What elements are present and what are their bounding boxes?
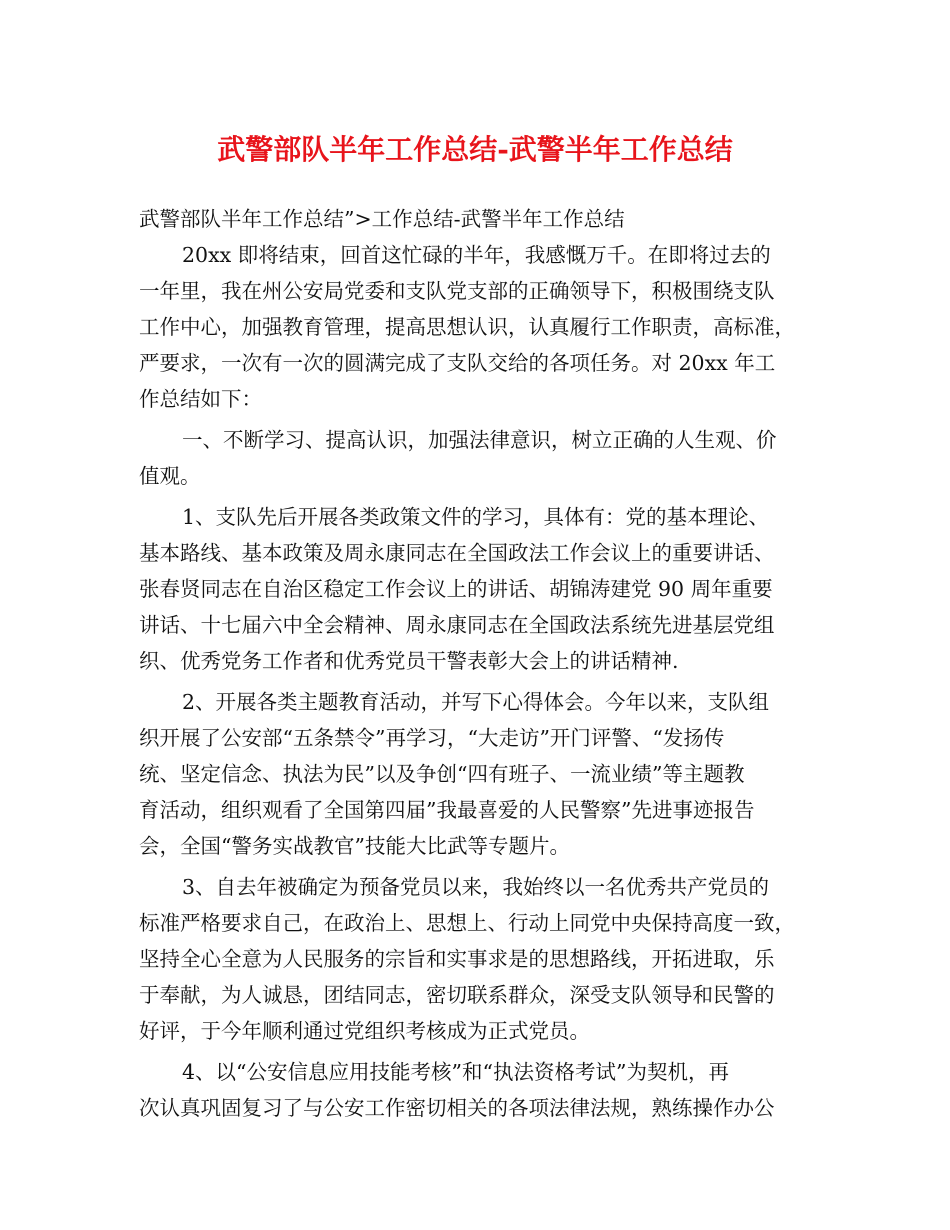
text-line: 4、以“公安信息应用技能考核”和“执法资格考试”为契机，再 (182, 1060, 729, 1084)
text-line: 工作中心，加强教育管理，提高思想认识，认真履行工作职责，高标准， (139, 315, 795, 339)
text-line: 坚持全心全意为人民服务的宗旨和实事求是的思想路线，开拓进取，乐 (139, 947, 775, 971)
text-line: 织开展了公安部“五条禁令”再学习，“大走访”开门评警、“发扬传 (139, 726, 725, 750)
text-line: 值观。 (139, 464, 201, 488)
text-line: 好评，于今年顺利通过党组织考核成为正式党员。 (139, 1019, 590, 1043)
text-line: 武警部队半年工作总结”>工作总结-武警半年工作总结 (139, 207, 625, 231)
text-line: 基本路线、基本政策及周永康同志在全国政法工作会议上的重要讲话、 (139, 541, 775, 565)
text-line: 3、自去年被确定为预备党员以来，我始终以一名优秀共产党员的 (182, 875, 770, 899)
text-line: 严要求，一次有一次的圆满完成了支队交给的各项任务。对 20xx 年工 (139, 351, 776, 375)
text-line: 讲话、十七届六中全会精神、周永康同志在全国政法系统先进基层党组 (139, 613, 775, 637)
text-line: 会，全国“警务实战教官”技能大比武等专题片。 (139, 834, 570, 858)
text-line: 育活动，组织观看了全国第四届”我最喜爱的人民警察”先进事迹报告 (139, 798, 755, 822)
text-line: 于奉献，为人诚恳，团结同志，密切联系群众，深受支队领导和民警的 (139, 983, 775, 1007)
document-title: 武警部队半年工作总结-武警半年工作总结 (217, 133, 733, 166)
text-line: 1、支队先后开展各类政策文件的学习，具体有：党的基本理论、 (182, 505, 770, 529)
text-line: 统、坚定信念、执法为民”以及争创“四有班子、一流业绩”等主题教 (139, 762, 745, 786)
text-line: 织、优秀党务工作者和优秀党员干警表彰大会上的讲话精神. (139, 649, 679, 673)
text-line: 作总结如下： (139, 387, 262, 411)
text-line: 20xx 即将结束，回首这忙碌的半年，我感慨万千。在即将过去的 (182, 243, 771, 267)
document-body (139, 201, 829, 1126)
text-line: 张春贤同志在自治区稳定工作会议上的讲话、胡锦涛建党 90 周年重要 (139, 577, 773, 601)
text-line: 一年里，我在州公安局党委和支队党支部的正确领导下，积极围绕支队 (139, 279, 775, 303)
text-line: 标准严格要求自己，在政治上、思想上、行动上同党中央保持高度一致， (139, 911, 795, 935)
text-line: 次认真巩固复习了与公安工作密切相关的各项法律法规，熟练操作办公 (139, 1096, 775, 1120)
text-line: 一、不断学习、提高认识，加强法律意识，树立正确的人生观、价 (182, 428, 777, 452)
text-line: 2、开展各类主题教育活动，并写下心得体会。今年以来，支队组 (182, 690, 770, 714)
